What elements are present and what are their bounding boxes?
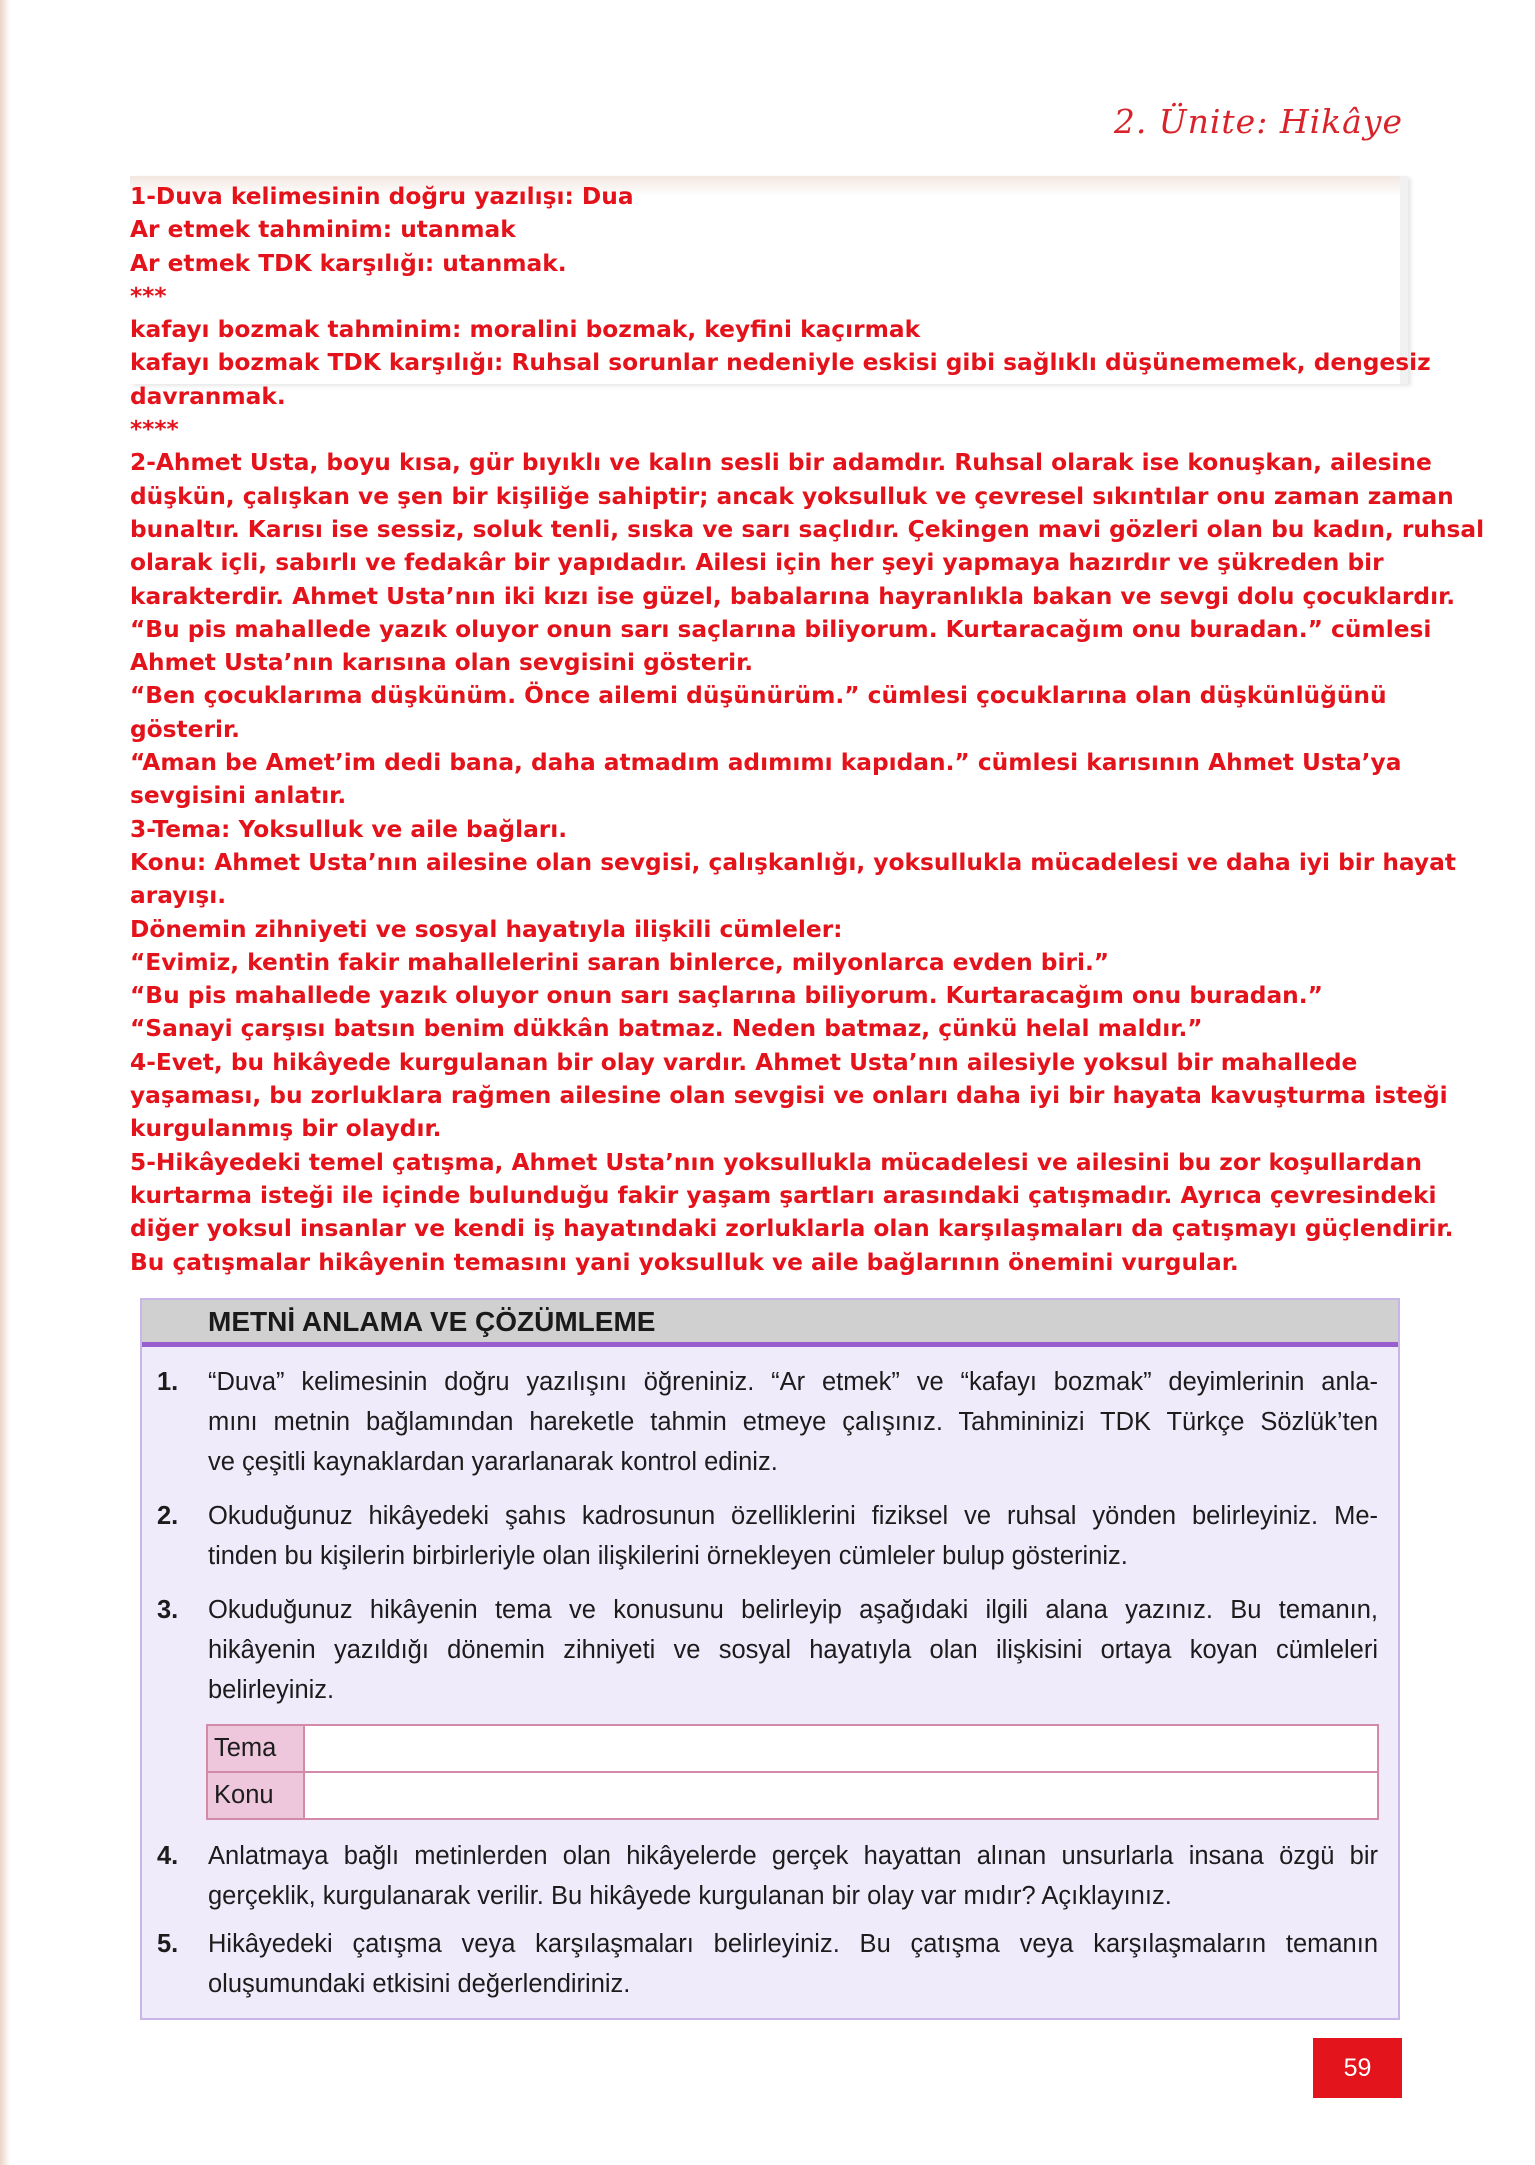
question-text [208, 1362, 1378, 1482]
question-number: 1. [157, 1368, 179, 1396]
question-line: tinden bu kişilerin birbirleriyle olan ilişkilerini örnekleyen cümleler bulup gösteriniz. [208, 1542, 1128, 1570]
tema-label: Tema [207, 1725, 304, 1772]
answer-line: yaşaması, bu zorluklara rağmen ailesine olan sevgisi ve onları daha iyi bir hayata kavuşturma isteği [130, 1082, 1448, 1110]
question-number: 2. [157, 1502, 179, 1530]
question-line: “Duva” kelimesinin doğru yazılışını öğreniniz. “Ar etmek” ve “kafayı bozmak” deyimlerinin anla- [208, 1368, 1378, 1396]
answer-line: Ahmet Usta’nın karısına olan sevgisini gösterir. [130, 649, 754, 677]
question-line: oluşumundaki etkisini değerlendiriniz. [208, 1970, 631, 1998]
tema-answer-field[interactable] [304, 1725, 1378, 1772]
question-text [208, 1590, 1378, 1710]
question-line: mını metnin bağlamından hareketle tahmin etmeye çalışınız. Tahmininizi TDK Türkçe Sözlük’ten [208, 1408, 1378, 1436]
answer-line: sevgisini anlatır. [130, 782, 347, 810]
question-line: Anlatmaya bağlı metinlerden olan hikâyelerde gerçek hayattan alınan unsurlarla insana özgü bir [208, 1842, 1378, 1870]
question-line: hikâyenin yazıldığı dönemin zihniyeti ve sosyal hayatıyla olan ilişkisini ortaya koyan cümleleri [208, 1636, 1378, 1664]
konu-answer-field[interactable] [304, 1772, 1378, 1819]
question-text [208, 1496, 1378, 1576]
answer-line: “Sanayi çarşısı batsın benim dükkân batmaz. Neden batmaz, çünkü helal maldır.” [130, 1015, 1203, 1043]
answer-line: “Bu pis mahallede yazık oluyor onun sarı saçlarına biliyorum. Kurtaracağım onu buradan.” cümlesi [130, 615, 1432, 643]
answer-line: Konu: Ahmet Usta’nın ailesine olan sevgisi, çalışkanlığı, yoksullukla mücadelesi ve daha iyi bir hayat [130, 848, 1456, 876]
question-line: Okuduğunuz hikâyedeki şahıs kadrosunun özelliklerini fiziksel ve ruhsal yönden belirleyiniz. Me- [208, 1502, 1378, 1530]
comprehension-panel [140, 1298, 1400, 2020]
answer-line: diğer yoksul insanlar ve kendi iş hayatındaki zorluklarla olan karşılaşmaları da çatışmayı güçlendirir. [130, 1215, 1454, 1243]
answer-text [130, 180, 1485, 1279]
page-edge [0, 0, 10, 2165]
answer-line: kurtarma isteği ile içinde bulunduğu fakir yaşam şartları arasındaki çatışmadır. Ayrıca çevresindeki [130, 1181, 1437, 1209]
answer-line: karakterdir. Ahmet Usta’nın iki kızı ise güzel, babalarına hayranlıkla bakan ve sevgi dolu çocuklardır. [130, 582, 1456, 610]
question-line: Hikâyedeki çatışma veya karşılaşmaları belirleyiniz. Bu çatışma veya karşılaşmaların temanın [208, 1930, 1378, 1958]
answer-line: davranmak. [130, 382, 286, 410]
answer-line: 1-Duva kelimesinin doğru yazılışı: Dua [130, 183, 634, 210]
answer-line: *** [130, 282, 167, 310]
answer-line: Ar etmek TDK karşılığı: utanmak. [130, 249, 567, 277]
answer-line: kafayı bozmak tahminim: moralini bozmak, keyfini kaçırmak [130, 316, 921, 344]
answer-line: bunaltır. Karısı ise sessiz, soluk tenli, sıska ve sarı saçlıdır. Çekingen mavi gözleri olan bu kadın, ruhsal [130, 515, 1485, 543]
answer-line: arayışı. [130, 882, 227, 910]
panel-title: METNİ ANLAMA VE ÇÖZÜMLEME [208, 1306, 656, 1337]
theme-topic-table [206, 1724, 1379, 1820]
question-line: belirleyiniz. [208, 1676, 335, 1704]
question-line: Okuduğunuz hikâyenin tema ve konusunu belirleyip aşağıdaki ilgili alana yazınız. Bu temanın, [208, 1596, 1378, 1624]
answer-line: kurgulanmış bir olaydır. [130, 1115, 442, 1143]
answer-line: Bu çatışmalar hikâyenin temasını yani yoksulluk ve aile bağlarının önemini vurgular. [130, 1248, 1239, 1276]
answer-line: 3-Tema: Yoksulluk ve aile bağları. [130, 815, 568, 843]
answer-line: kafayı bozmak TDK karşılığı: Ruhsal sorunlar nedeniyle eskisi gibi sağlıklı düşünememek, dengesiz [130, 349, 1431, 377]
question-number: 3. [157, 1596, 179, 1624]
answer-line: 4-Evet, bu hikâyede kurgulanan bir olay vardır. Ahmet Usta’nın ailesiyle yoksul bir mahallede [130, 1048, 1358, 1076]
answer-line: “Aman be Amet’im dedi bana, daha atmadım adımımı kapıdan.” cümlesi karısının Ahmet Usta’ya [130, 749, 1402, 777]
answer-line: 5-Hikâyedeki temel çatışma, Ahmet Usta’nın yoksullukla mücadelesi ve ailesini bu zor koşullardan [130, 1148, 1422, 1176]
answer-line: olarak içli, sabırlı ve fedakâr bir yapıdadır. Ailesi için her şeyi yapmaya hazırdır ve şükreden bir [130, 549, 1384, 577]
question-text [208, 1836, 1378, 1916]
question-text [208, 1924, 1378, 2004]
answer-line: düşkün, çalışkan ve şen bir kişiliğe sahiptir; ancak yoksulluk ve çevresel sıkıntılar onu zaman zaman [130, 482, 1454, 510]
answer-line: 2-Ahmet Usta, boyu kısa, gür bıyıklı ve kalın sesli bir adamdır. Ruhsal olarak ise konuşkan, ailesine [130, 449, 1432, 477]
question-line: gerçeklik, kurgulanarak verilir. Bu hikâyede kurgulanan bir olay var mıdır? Açıklayınız. [208, 1882, 1172, 1910]
answer-line: “Ben çocuklarıma düşkünüm. Önce ailemi düşünürüm.” cümlesi çocuklarına olan düşkünlüğünü [130, 682, 1387, 710]
table-row [207, 1772, 1378, 1819]
answer-line: “Evimiz, kentin fakir mahallelerini saran binlerce, milyonlarca evden biri.” [130, 948, 1110, 976]
answer-line: “Bu pis mahallede yazık oluyor onun sarı saçlarına biliyorum. Kurtaracağım onu buradan.” [130, 982, 1323, 1010]
answer-line: gösterir. [130, 715, 240, 743]
question-number: 5. [157, 1930, 179, 1958]
panel-header [142, 1300, 1398, 1347]
answer-line: Ar etmek tahminim: utanmak [130, 216, 516, 244]
page-number: 59 [1313, 2038, 1402, 2098]
question-number: 4. [157, 1842, 179, 1870]
unit-header: 2. Ünite: Hikâye [1113, 102, 1403, 141]
answer-line: **** [130, 416, 179, 444]
answer-line: Dönemin zihniyeti ve sosyal hayatıyla ilişkili cümleler: [130, 915, 843, 943]
table-row [207, 1725, 1378, 1772]
question-line: ve çeşitli kaynaklardan yararlanarak kontrol ediniz. [208, 1448, 778, 1476]
konu-label: Konu [207, 1772, 304, 1819]
